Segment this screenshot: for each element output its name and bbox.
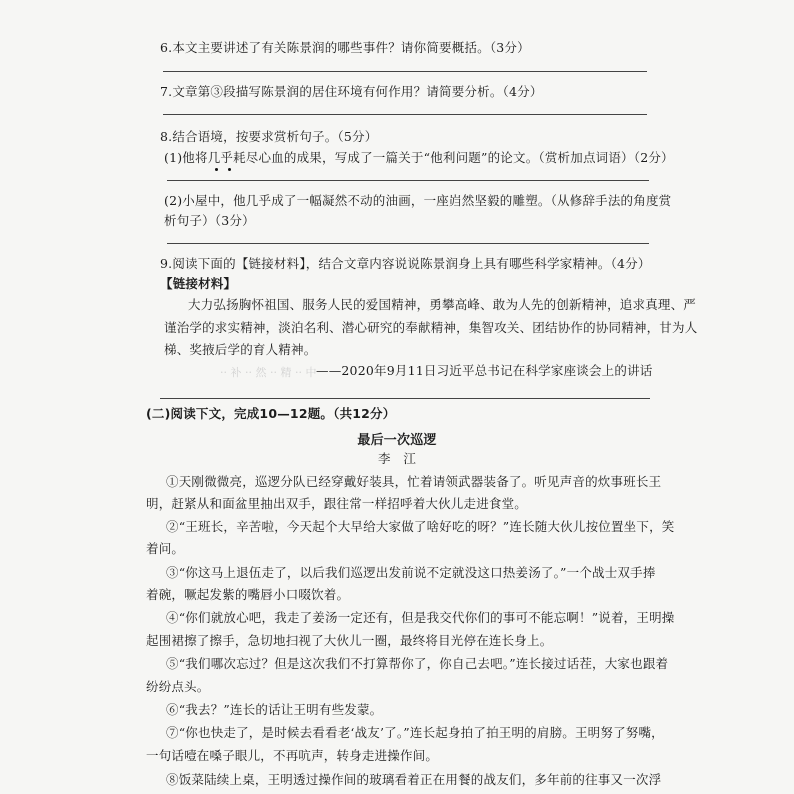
material-line: 谨治学的求实精神，淡泊名利、潜心研究的奉献精神，集智攻关、团结协作的协同精神，甘为人: [164, 320, 698, 335]
answer-line: [167, 180, 649, 181]
emphasis-dot: [228, 168, 231, 171]
material-line: 梯、奖掖后学的育人精神。: [164, 342, 317, 357]
article-author: 李 江: [377, 451, 417, 466]
paragraph-line: ④“你们就放心吧，我走了姜汤一定还有，但是我交代你们的事可不能忘啊！”说着，王明操: [166, 610, 675, 625]
question-8-sub2-cont: 析句子）（3分）: [164, 213, 255, 228]
question-9: 9.阅读下面的【链接材料】，结合文章内容说说陈景润身上具有哪些科学家精神。（4分）: [160, 256, 651, 271]
question-8: 8.结合语境，按要求赏析句子。（5分）: [160, 129, 378, 144]
material-label: 【链接材料】: [160, 276, 237, 291]
paragraph-line: 纷纷点头。: [146, 679, 210, 694]
paragraph-line: ⑤“我们哪次忘过？但是这次我们不打算帮你了，你自己去吧。”连长接过话茬，大家也跟着: [166, 656, 669, 671]
paragraph-line: ②“王班长，辛苦啦，今天起个大早给大家做了啥好吃的呀？”连长随大伙儿按位置坐下，笑: [166, 519, 675, 534]
paragraph-line: ①天刚微微亮，巡逻分队已经穿戴好装具，忙着请领武器装备了。听见声音的炊事班长王: [166, 474, 662, 489]
paragraph-line: ⑥“我去？”连长的话让王明有些发蒙。: [166, 702, 383, 717]
question-6: 6.本文主要讲述了有关陈景润的哪些事件？请你简要概括。（3分）: [160, 40, 530, 55]
question-7: 7.文章第③段描写陈景润的居住环境有何作用？请简要分析。（4分）: [160, 84, 543, 99]
paragraph-line: 着问。: [146, 541, 185, 556]
answer-line: [167, 243, 649, 244]
bleed-through: ·· 补 ·· 然 ·· 精 ·· 中: [220, 366, 317, 379]
paragraph-line: 明，赶紧从和面盆里抽出双手，跟往常一样招呼着大伙儿走进食堂。: [146, 496, 528, 511]
article-title: 最后一次巡逻: [357, 433, 437, 448]
paragraph-line: ③“你这马上退伍走了，以后我们巡逻出发前说不定就没这口热姜汤了。”一个战士双手捧: [166, 565, 656, 580]
section-header: (二)阅读下文，完成10—12题。（共12分）: [146, 406, 396, 421]
paragraph-line: ⑦“你也快走了，是时候去看看老‘战友’了。”连长起身拍了拍王明的肩膀。王明努了努嘴，: [166, 725, 664, 740]
emphasis-dot: [215, 168, 218, 171]
paragraph-line: ⑧饭菜陆续上桌，王明透过操作间的玻璃看着正在用餐的战友们，多年前的往事又一次浮: [166, 772, 662, 787]
question-8-sub1: (1)他将几乎耗尽心血的成果，写成了一篇关于“他利问题”的论文。（赏析加点词语）（2分）: [164, 150, 674, 165]
material-line: 大力弘扬胸怀祖国、服务人民的爱国精神，勇攀高峰、敢为人先的创新精神，追求真理、严: [188, 297, 697, 312]
paragraph-line: 一句话噎在嗓子眼儿，不再吭声，转身走进操作间。: [146, 748, 439, 763]
question-8-sub2: (2)小屋中，他几乎成了一幅凝然不动的油画，一座岿然坚毅的雕塑。（从修辞手法的角度赏: [164, 193, 672, 208]
paragraph-line: 着碗，噘起发紫的嘴唇小口啜饮着。: [146, 587, 350, 602]
answer-line: [160, 398, 650, 399]
answer-line: [163, 71, 647, 72]
answer-line: [163, 114, 647, 115]
material-source: ——2020年9月11日习近平总书记在科学家座谈会上的讲话: [316, 363, 653, 378]
paragraph-line: 起围裙擦了擦手，急切地扫视了大伙儿一圈，最终将目光停在连长身上。: [146, 633, 553, 648]
